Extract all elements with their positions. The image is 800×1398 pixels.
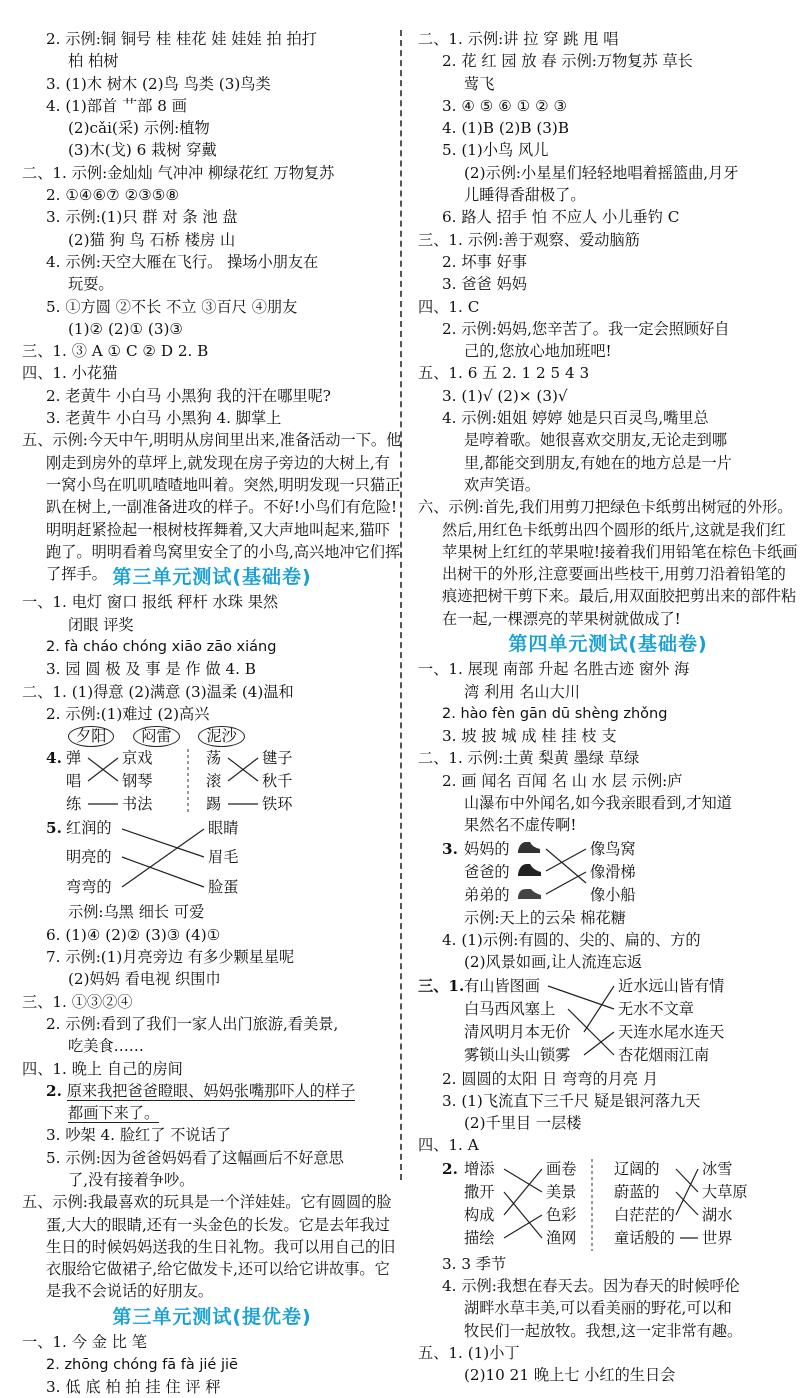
answer-line: 3. 吵架 4. 脸红了 不说话了: [46, 1126, 231, 1145]
shoe-icon: [518, 889, 541, 899]
answer-line: 3. (1)飞流直下三千尺 疑是银河落九天: [442, 1091, 701, 1110]
pinyin-line: 2. hào fèn gān dū shèng zhǒng: [442, 705, 668, 722]
answer-line: 示例:乌黑 细长 可爱: [68, 903, 205, 922]
answer-line: 2. 示例:看到了我们一家人出门旅游,看美景,: [46, 1014, 339, 1033]
answer-line: 三、1. 示例:善于观察、爱动脑筋: [418, 230, 640, 249]
unit3-advanced-heading: 第三单元测试(提优卷): [112, 1306, 312, 1329]
match-left-item: 踢: [206, 795, 222, 814]
match-right-item: 色彩: [546, 1205, 577, 1224]
answer-line: 3. 3 季节: [442, 1254, 507, 1273]
underlined-answer: [22, 1080, 402, 1102]
match-right-item: 脸蛋: [208, 878, 239, 897]
answer-line: 里,都能交到朋友,有她在的地方总是一片: [464, 453, 732, 472]
match-left-item: 弯弯的: [66, 878, 112, 897]
answer-line: (2)示例:小星星们轻轻地唱着摇篮曲,月牙: [464, 163, 739, 182]
match-left-item: 弹: [66, 749, 82, 768]
item-number: 4.: [46, 749, 62, 768]
answer-line: 二、1. (1)得意 (2)满意 (3)温柔 (4)温和: [22, 682, 294, 701]
circled-word: 夕阳: [68, 726, 114, 747]
circled-word: 闷雷: [133, 726, 179, 747]
answer-line: 4. (1)部首 艹部 8 画: [46, 96, 187, 115]
match-left-item: 构成: [464, 1205, 495, 1224]
answer-line: 2. 示例:铜 铜号 桂 桂花 娃 娃娃 拍 拍打: [46, 30, 317, 48]
answer-line: 柏 柏树: [68, 52, 119, 71]
answer-line: 吃美食……: [68, 1037, 144, 1056]
match-left-item: 荡: [206, 749, 222, 768]
answer-line: 4. 示例:姐姐 婷婷 她是只百灵鸟,嘴里总: [442, 409, 709, 428]
poem-right-line: 近水远山皆有情: [618, 976, 725, 995]
answer-line: 一、1. 展现 南部 升起 名胜古迹 窗外 海: [418, 660, 690, 679]
poem-left-line: 有山皆图画: [464, 976, 540, 995]
answer-line: 4. 示例:天空大雁在飞行。 操场小朋友在: [46, 252, 319, 271]
answer-line: (2)风景如画,让人流连忘返: [464, 953, 643, 972]
answer-line: (2)妈妈 看电视 织围巾: [68, 970, 221, 989]
answer-line: 是哼着歌。她很喜欢交朋友,无论走到哪: [464, 431, 728, 450]
answer-line: 一、1. 今 金 比 笔: [22, 1333, 147, 1352]
answer-line: 五、1. (1)小丁: [418, 1343, 520, 1362]
match-left-item: 练: [66, 795, 82, 814]
left-column: [22, 28, 402, 1398]
match-left-item: 唱: [66, 772, 82, 791]
circled-word: 泥沙: [198, 726, 244, 747]
match-left-item: 红润的: [66, 819, 112, 838]
answer-line: 四、1. A: [418, 1136, 479, 1155]
matching-exercise-5: [22, 815, 402, 901]
match-left-item: 白茫茫的: [614, 1205, 675, 1224]
answer-line: 三、1. ①③②④: [22, 992, 133, 1011]
pinyin-line: 2. zhōng chóng fā fà jié jiē: [46, 1356, 238, 1373]
answer-line: 2. 画 闻名 百闻 名 山 水 层 示例:庐: [442, 771, 683, 790]
match-left-item: 童话般的: [614, 1228, 675, 1247]
answer-line: 莺飞: [464, 74, 495, 93]
poem-left-line: 清风明月本无价: [464, 1022, 571, 1041]
answer-line: (2)10 21 晚上七 小红的生日会: [464, 1366, 676, 1385]
answer-line: 湾 利用 名山大川: [464, 682, 580, 701]
match-right-item: 像小船: [590, 885, 636, 904]
match-right-item: 毽子: [262, 749, 293, 768]
answer-line: 6. (1)④ (2)② (3)③ (4)①: [46, 925, 221, 944]
answer-line: 二、1. 示例:金灿灿 气冲冲 柳绿花红 万物复苏: [22, 163, 335, 182]
composition-answer: 五、示例:我最喜欢的玩具是一个洋娃娃。它有圆圆的脸蛋,大大的眼睛,还有一头金色的长发。它是去年我过生日的时候妈妈送我的生日礼物。我可以用自己的旧衣服给它做裙子,给它做发卡,还可以给它讲故事。它是我不会说话的好朋友。: [22, 1193, 396, 1301]
poem-left-line: 雾锁山头山锁雾: [464, 1045, 571, 1064]
match-left-item: 辽阔的: [614, 1159, 660, 1178]
match-right-item: 渔网: [546, 1228, 577, 1247]
match-left-item: 妈妈的: [464, 839, 510, 858]
answer-line: (2)cǎi(采) 示例:植物: [68, 119, 210, 138]
answer-line: 3. 低 底 柏 拍 挂 住 评 秤: [46, 1377, 221, 1396]
match-right-item: 大草原: [702, 1182, 748, 1201]
item-number: 3.: [442, 839, 458, 858]
match-right-item: 铁环: [262, 795, 293, 814]
answer-line: 一、1. 电灯 窗口 报纸 秤杆 水珠 果然: [22, 593, 279, 612]
answer-line: 4. (1)B (2)B (3)B: [442, 119, 569, 138]
craft-steps-answer: 六、示例:首先,我们用剪刀把绿色卡纸剪出树冠的外形。然后,用红色卡纸剪出四个圆形的纸片,这就是我们红苹果树上红红的苹果啦!接着我们用铅笔在棕色卡纸画出树干的外形,注意要画出些枝干,用剪刀沿着铅笔的痕迹把树干剪下来。最后,用双面胶把剪出来的部件粘在一起,一棵漂亮的苹果树就做成了!: [418, 498, 798, 628]
unit3-basic-heading: 第三单元测试(基础卷): [112, 566, 312, 589]
item-number: 三、1.: [418, 976, 465, 995]
answer-line: (2)千里目 一层楼: [464, 1114, 582, 1133]
right-column: [418, 28, 798, 1386]
answer-line: 2. 示例:(1)难过 (2)高兴: [46, 704, 210, 723]
answer-line: 5. 示例:因为爸爸妈妈看了这幅画后不好意思: [46, 1148, 344, 1167]
answer-line: (3)木(戈) 6 栽树 穿戴: [68, 141, 217, 160]
match-left-item: 蔚蓝的: [614, 1182, 660, 1201]
answer-line: 3. 坡 披 城 成 桂 挂 枝 支: [442, 727, 617, 746]
answer-line: 3. 老黄牛 小白马 小黑狗 4. 脚掌上: [46, 409, 282, 428]
match-right-item: 钢琴: [122, 772, 153, 791]
match-right-item: 秋千: [262, 772, 293, 791]
poem-left-line: 白马西风塞上: [464, 999, 556, 1018]
item-number: 5.: [46, 819, 62, 838]
match-right-item: 美景: [546, 1182, 577, 1201]
answer-line: 2. ①④⑥⑦ ②③⑤⑧: [46, 186, 180, 205]
answer-line: 四、1. 晚上 自己的房间: [22, 1059, 183, 1078]
answer-line: 5. (1)小鸟 风儿: [442, 141, 549, 160]
match-left-item: 明亮的: [66, 848, 112, 867]
match-right-item: 冰雪: [702, 1159, 733, 1178]
unit4-basic-heading: 第四单元测试(基础卷): [508, 633, 708, 656]
answer-line: 欢声笑语。: [464, 475, 540, 494]
answer-line: 3. 示例:(1)只 群 对 条 池 盘: [46, 208, 238, 227]
underlined-sentence: 都画下来了。: [68, 1104, 160, 1123]
match-right-item: 书法: [122, 795, 153, 814]
answer-line: 4. (1)示例:有圆的、尖的、扁的、方的: [442, 930, 701, 949]
answer-line: 了,没有接着争吵。: [68, 1170, 195, 1189]
answer-line: 四、1. 小花猫: [22, 364, 118, 383]
answer-line: 牧民们一起放牧。我想,这一定非常有趣。: [464, 1321, 743, 1340]
match-right-item: 世界: [702, 1228, 733, 1247]
answer-line: 三、1. ③ A ① C ② D 2. B: [22, 342, 209, 361]
answer-line: 2. 花 红 园 放 春 示例:万物复苏 草长: [442, 52, 693, 71]
answer-line: 儿睡得香甜极了。: [464, 186, 586, 205]
answer-line: 山瀑布中外闻名,如今我亲眼看到,才知道: [464, 794, 732, 813]
match-right-item: 像鸟窝: [590, 839, 636, 858]
poem-right-line: 无水不文章: [618, 999, 694, 1018]
shoe-icon: [518, 842, 540, 853]
match-left-item: 撒开: [464, 1182, 495, 1201]
answer-line: 玩耍。: [68, 275, 114, 294]
match-right-item: 画卷: [546, 1159, 577, 1178]
answer-line: 2. 坏事 好事: [442, 252, 527, 271]
answer-line: 二、1. 示例:土黄 梨黄 墨绿 草绿: [418, 749, 640, 768]
answer-line: 二、1. 示例:讲 拉 穿 跳 甩 唱: [418, 30, 619, 48]
answer-line: 2. 示例:妈妈,您辛苦了。我一定会照顾好自: [442, 319, 730, 338]
match-left-item: 弟弟的: [464, 885, 510, 904]
answer-line: (1)② (2)① (3)③: [68, 319, 184, 338]
poem-right-line: 杏花烟雨江南: [618, 1045, 710, 1064]
match-left-item: 描绘: [464, 1228, 495, 1247]
matching-exercise-4: [22, 747, 402, 815]
answer-line: 湖畔水草丰美,可以看美丽的野花,可以和: [464, 1299, 732, 1318]
underlined-sentence: 原来我把爸爸瞪眼、妈妈张嘴那吓人的样子: [66, 1081, 356, 1100]
item-number: 2.: [442, 1159, 458, 1178]
match-left-item: 滚: [206, 772, 222, 791]
answer-line: 2. 圆圆的太阳 日 弯弯的月亮 月: [442, 1069, 659, 1088]
match-right-item: 眉毛: [208, 848, 239, 867]
shoe-icon: [518, 864, 541, 876]
answer-line: 四、1. C: [418, 297, 480, 316]
match-right-item: 湖水: [702, 1205, 733, 1224]
matching-exercise-3: [418, 837, 798, 907]
answer-line: 4. 示例:我想在春天去。因为春天的时候呼伦: [442, 1276, 740, 1295]
match-right-item: 京戏: [122, 749, 153, 768]
poem-matching: [418, 974, 798, 1068]
match-left-item: 爸爸的: [464, 862, 510, 881]
circled-words: [22, 725, 402, 747]
answer-line: 5. ①方圆 ②不长 不立 ③百尺 ④朋友: [46, 297, 298, 316]
item-number: 2.: [46, 1081, 62, 1100]
answer-line: 果然名不虚传啊!: [464, 816, 577, 835]
answer-line: 五、1. 6 五 2. 1 2 5 4 3: [418, 364, 590, 383]
answer-line: (2)猫 狗 鸟 石桥 楼房 山: [68, 230, 236, 249]
poem-right-line: 天连水尾水连天: [618, 1022, 725, 1041]
answer-line: 6. 路人 招手 怕 不应人 小儿垂钓 C: [442, 208, 680, 227]
answer-line: 7. 示例:(1)月亮旁边 有多少颗星星呢: [46, 948, 295, 967]
answer-line: 示例:天上的云朵 棉花糖: [464, 908, 626, 927]
answer-line: 3. 园 圆 极 及 事 是 作 做 4. B: [46, 660, 256, 679]
pinyin-line: 2. fà cháo chóng xiāo zāo xiáng: [46, 638, 277, 655]
answer-line: 己的,您放心地加班吧!: [464, 342, 612, 361]
answer-line: 2. 老黄牛 小白马 小黑狗 我的汗在哪里呢?: [46, 386, 331, 405]
answer-line: 3. ④ ⑤ ⑥ ① ② ③: [442, 96, 568, 115]
answer-line: 闭眼 评奖: [68, 615, 134, 634]
match-right-item: 像滑梯: [590, 862, 636, 881]
match-right-item: 眼睛: [208, 819, 239, 838]
answer-line: 3. (1)木 树木 (2)鸟 鸟类 (3)鸟类: [46, 74, 271, 93]
answer-line: 3. 爸爸 妈妈: [442, 275, 527, 294]
match-left-item: 增添: [464, 1159, 495, 1178]
composition-answer: 五、示例:今天中午,明明从房间里出来,准备活动一下。他刚走到房外的草坪上,就发现在房子旁边的大树上,有一窝小鸟在叽叽喳喳地叫着。突然,明明发现一只猫正趴在树上,一副准备进攻的样子。不好!小鸟们有危险!明明赶紧捡起一根树枝挥舞着,又大声地叫起来,猫吓跑了。明明看着鸟窝里安全了的小鸟,高兴地冲它们挥了挥手。: [22, 431, 402, 584]
matching-exercise-4-2: [418, 1157, 798, 1253]
answer-line: 3. (1)√ (2)× (3)√: [442, 386, 568, 405]
